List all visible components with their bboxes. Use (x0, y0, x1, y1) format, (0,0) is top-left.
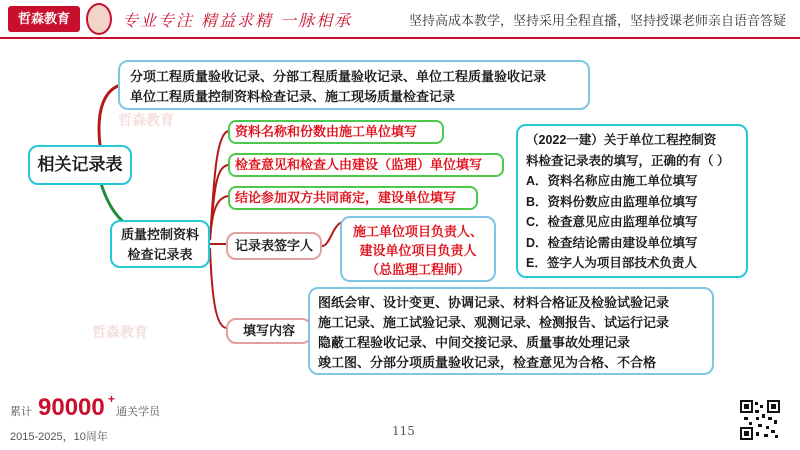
footer-cumulative: 累计 (10, 406, 32, 418)
footer-passed: 通关学员 (116, 406, 160, 418)
contents-label: 填写内容 (242, 323, 295, 338)
signers-label: 记录表签字人 (234, 238, 313, 253)
exam-question-box (516, 124, 748, 278)
branch-conclusion (228, 186, 478, 210)
signer-line: 施工单位项目负责人、 (352, 224, 483, 239)
branch-label: 结论参加双方共同商定，建设单位填写 (235, 190, 457, 205)
signer-line: 建设单位项目负责人 (359, 243, 477, 258)
branch-label: 检查意见和检查人由建设（监理）单位填写 (235, 157, 483, 172)
root-node (28, 145, 132, 185)
watermark: 哲森教育 (92, 324, 148, 340)
qr-code-icon (740, 400, 780, 440)
header-slogan: 坚持高成本教学，坚持采用全程直播，坚持授课老师亲自语音答疑 (408, 13, 786, 28)
content-line: 隐蔽工程验收记录、中间交接记录、质量事故处理记录 (318, 335, 631, 350)
question-option-b: B．资料份数应由监理单位填写 (526, 194, 698, 209)
question-option-a: A．资料名称应由施工单位填写 (526, 174, 698, 188)
contents-node (226, 318, 312, 344)
signer-line: （总监理工程师） (365, 262, 470, 277)
content-line: 施工记录、施工试验记录、观测记录、检测报告、试运行记录 (318, 315, 670, 330)
connector-signers-detail (322, 222, 342, 246)
signers-node (226, 232, 322, 260)
question-stem: （2022一建）关于单位工程控制资 (526, 133, 717, 147)
content-line: 竣工图、分部分项质量验收记录，检查意见为合格、不合格 (318, 355, 657, 370)
footer-years: 2015-2025，10周年 (10, 431, 108, 443)
footer-plus: + (108, 392, 116, 406)
question-option-c: C．检查意见应由监理单位填写 (526, 215, 698, 229)
branch-label: 资料名称和份数由施工单位填写 (235, 124, 418, 139)
branch-material-name (228, 120, 444, 144)
footer-count: 90000 (38, 394, 105, 421)
quality-control-node (110, 220, 210, 268)
root-label: 相关记录表 (37, 155, 123, 174)
content-line: 图纸会审、设计变更、协调记录、材料合格证及检验试验记录 (318, 295, 670, 310)
branch-inspection-opinion (228, 153, 504, 177)
top-record-list (118, 60, 590, 110)
question-option-d: D．检查结论需由建设单位填写 (526, 235, 698, 250)
question-option-e: E．签字人为项目部技术负责人 (526, 256, 697, 270)
watermark: 哲森教育 (118, 112, 174, 128)
page-number: 115 (392, 424, 415, 438)
connector-mid-contents (210, 248, 226, 328)
top-record-line: 单位工程质量控制资料检查记录、施工现场质量检查记录 (130, 89, 456, 104)
top-record-line: 分项工程质量验收记录、分部工程质量验收记录、单位工程质量验收记录 (130, 69, 547, 84)
quality-control-line: 检查记录表 (127, 247, 193, 262)
contents-detail (308, 287, 714, 375)
question-stem: 料检查记录表的填写，正确的有（ ） (526, 153, 730, 168)
handwritten-slogan: 专业专注 精益求精 一脉相承 (122, 11, 353, 30)
signers-detail (340, 216, 496, 282)
brand-logo: 哲森教育 (8, 6, 80, 32)
quality-control-line: 质量控制资料 (120, 227, 199, 242)
